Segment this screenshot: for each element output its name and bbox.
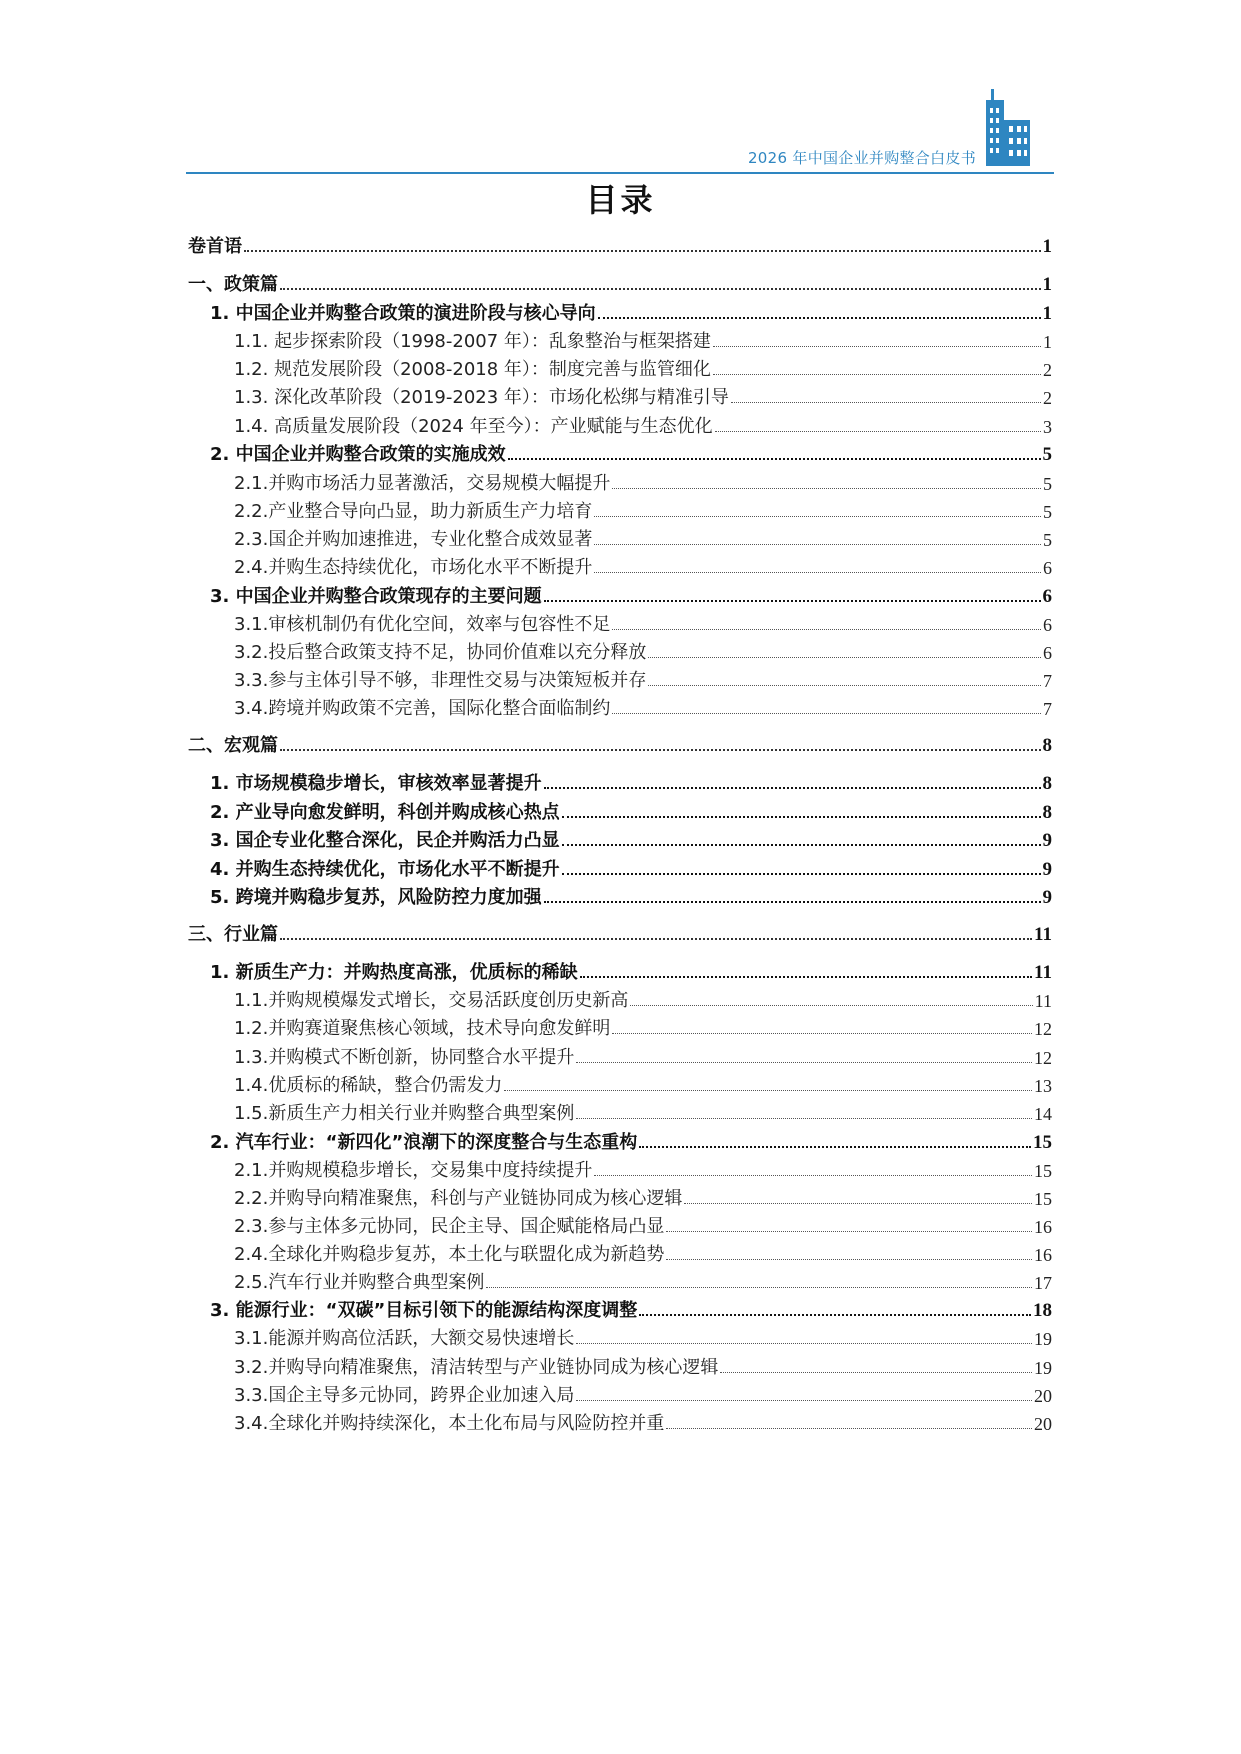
toc-dot-leader <box>544 600 1041 602</box>
toc-entry[interactable] <box>188 549 1052 579</box>
toc-entry-page-number: 2 <box>1043 388 1052 408</box>
toc-entry-page-number: 8 <box>1042 773 1052 794</box>
toc-entry[interactable] <box>188 1152 1052 1182</box>
toc-entry-label: 1. 新质生产力：并购热度高涨，优质标的稀缺 <box>210 962 578 983</box>
toc-entry-page-number: 9 <box>1042 859 1052 880</box>
toc-dot-leader <box>580 976 1032 978</box>
toc-entry[interactable] <box>188 1124 1052 1154</box>
toc-entry-label: 2. 产业导向愈发鲜明，科创并购成核心热点 <box>210 802 560 823</box>
toc-entry-page-number: 7 <box>1043 699 1052 719</box>
toc-entry[interactable] <box>188 634 1052 664</box>
toc-entry[interactable] <box>188 521 1052 551</box>
toc-entry-label: 2.1.并购市场活力显著激活，交易规模大幅提升 <box>234 473 611 494</box>
toc-entry-page-number: 15 <box>1034 1161 1052 1181</box>
toc-entry-page-number: 15 <box>1034 1189 1052 1209</box>
toc-entry-page-number: 18 <box>1033 1300 1052 1321</box>
toc-entry-label: 3.1.审核机制仍有优化空间，效率与包容性不足 <box>234 614 611 635</box>
toc-entry-page-number: 5 <box>1043 502 1052 522</box>
toc-entry[interactable] <box>188 954 1052 984</box>
toc-dot-leader <box>244 250 1041 252</box>
toc-entry[interactable] <box>188 408 1052 438</box>
toc-entry-page-number: 11 <box>1034 962 1052 983</box>
toc-entry[interactable] <box>188 727 1052 757</box>
toc-entry-label: 卷首语 <box>188 236 242 257</box>
toc-dot-leader <box>576 1062 1032 1063</box>
toc-entry[interactable] <box>188 879 1052 909</box>
toc-entry[interactable] <box>188 465 1052 495</box>
toc-entry[interactable] <box>188 1405 1052 1435</box>
toc-dot-leader <box>576 1343 1032 1344</box>
toc-entry-label: 2.5.汽车行业并购整合典型案例 <box>234 1272 485 1293</box>
toc-entry[interactable] <box>188 266 1052 296</box>
toc-entry-label: 2.4.并购生态持续优化，市场化水平不断提升 <box>234 557 593 578</box>
toc-entry[interactable] <box>188 916 1052 946</box>
toc-entry-page-number: 16 <box>1034 1217 1052 1237</box>
toc-entry[interactable] <box>188 1236 1052 1266</box>
toc-entry[interactable] <box>188 323 1052 353</box>
toc-entry[interactable] <box>188 1292 1052 1322</box>
toc-entry-page-number: 12 <box>1034 1048 1052 1068</box>
toc-entry-label: 三、行业篇 <box>188 924 278 945</box>
toc-entry-page-number: 19 <box>1034 1329 1052 1349</box>
toc-entry-page-number: 7 <box>1043 671 1052 691</box>
toc-entry[interactable] <box>188 1349 1052 1379</box>
toc-entry-page-number: 19 <box>1034 1358 1052 1378</box>
toc-dot-leader <box>666 1231 1032 1232</box>
toc-entry-label: 3.4.跨境并购政策不完善，国际化整合面临制约 <box>234 698 611 719</box>
toc-dot-leader <box>731 402 1041 403</box>
toc-entry-label: 2.3.参与主体多元协同，民企主导、国企赋能格局凸显 <box>234 1216 665 1237</box>
toc-entry[interactable] <box>188 228 1052 258</box>
toc-dot-leader <box>630 1005 1032 1006</box>
toc-entry-label: 一、政策篇 <box>188 274 278 295</box>
toc-dot-leader <box>562 816 1041 818</box>
toc-dot-leader <box>576 1118 1032 1119</box>
toc-dot-leader <box>544 901 1041 903</box>
toc-dot-leader <box>612 488 1041 489</box>
toc-entry-label: 2.4.全球化并购稳步复苏，本土化与联盟化成为新趋势 <box>234 1244 665 1265</box>
toc-entry[interactable] <box>188 606 1052 636</box>
toc-entry-label: 2.3.国企并购加速推进，专业化整合成效显著 <box>234 529 593 550</box>
header-title: 2026 年中国企业并购整合白皮书 <box>747 149 976 167</box>
page-header <box>186 88 1054 174</box>
toc-entry-label: 2. 中国企业并购整合政策的实施成效 <box>210 444 506 465</box>
toc-dot-leader <box>666 1259 1032 1260</box>
toc-dot-leader <box>576 1400 1032 1401</box>
toc-dot-leader <box>280 749 1041 751</box>
toc-entry-label: 1. 中国企业并购整合政策的演进阶段与核心导向 <box>210 303 596 324</box>
toc-entry-page-number: 5 <box>1043 530 1052 550</box>
toc-entry-page-number: 1 <box>1042 236 1052 257</box>
toc-entry[interactable] <box>188 493 1052 523</box>
toc-entry-label: 1.1.并购规模爆发式增长，交易活跃度创历史新高 <box>234 990 629 1011</box>
toc-entry-label: 2. 汽车行业：“新四化”浪潮下的深度整合与生态重构 <box>210 1132 638 1153</box>
toc-entry-label: 1.4. 高质量发展阶段（2024 年至今）：产业赋能与生态优化 <box>234 416 713 437</box>
toc-entry-label: 1.3. 深化改革阶段（2019-2023 年）：市场化松绑与精准引导 <box>234 387 729 408</box>
toc-entry[interactable] <box>188 982 1052 1012</box>
toc-entry-page-number: 20 <box>1034 1386 1052 1406</box>
toc-entry-page-number: 8 <box>1042 802 1052 823</box>
toc-entry[interactable] <box>188 1039 1052 1069</box>
toc-dot-leader <box>713 374 1041 375</box>
toc-entry[interactable] <box>188 1067 1052 1097</box>
toc-entry-label: 1.2. 规范发展阶段（2008-2018 年）：制度完善与监管细化 <box>234 359 711 380</box>
toc-entry[interactable] <box>188 1208 1052 1238</box>
toc-entry-page-number: 9 <box>1042 887 1052 908</box>
toc-entry-label: 1. 市场规模稳步增长，审核效率显著提升 <box>210 773 542 794</box>
toc-entry[interactable] <box>188 662 1052 692</box>
toc-dot-leader <box>562 844 1041 846</box>
toc-entry-page-number: 6 <box>1043 558 1052 578</box>
toc-entry-label: 1.3.并购模式不断创新，协同整合水平提升 <box>234 1047 575 1068</box>
toc-dot-leader <box>504 1090 1032 1091</box>
toc-entry-label: 3.3.参与主体引导不够，非理性交易与决策短板并存 <box>234 670 647 691</box>
toc-entry-page-number: 17 <box>1034 1273 1052 1293</box>
toc-dot-leader <box>648 685 1041 686</box>
toc-entry[interactable] <box>188 295 1052 325</box>
toc-dot-leader <box>598 317 1041 319</box>
header-divider <box>186 172 1054 174</box>
toc-dot-leader <box>720 1372 1032 1373</box>
toc-entry[interactable] <box>188 851 1052 881</box>
toc-entry[interactable] <box>188 765 1052 795</box>
toc-entry-page-number: 6 <box>1043 615 1052 635</box>
page-title: 目录 <box>585 181 656 219</box>
toc-dot-leader <box>594 572 1041 573</box>
toc-entry[interactable] <box>188 822 1052 852</box>
toc-dot-leader <box>280 938 1032 940</box>
toc-entry-label: 2.1.并购规模稳步增长，交易集中度持续提升 <box>234 1160 593 1181</box>
toc-entry-page-number: 5 <box>1043 474 1052 494</box>
toc-entry-page-number: 11 <box>1034 991 1052 1011</box>
toc-entry-page-number: 3 <box>1043 417 1052 437</box>
toc-entry-label: 1.5.新质生产力相关行业并购整合典型案例 <box>234 1103 575 1124</box>
toc-entry[interactable] <box>188 351 1052 381</box>
toc-entry-page-number: 13 <box>1034 1076 1052 1096</box>
toc-entry-page-number: 6 <box>1043 643 1052 663</box>
toc-dot-leader <box>612 629 1041 630</box>
toc-entry-label: 2.2.并购导向精准聚焦，科创与产业链协同成为核心逻辑 <box>234 1188 683 1209</box>
toc-entry[interactable] <box>188 1180 1052 1210</box>
toc-entry-label: 3.2.并购导向精准聚焦，清洁转型与产业链协同成为核心逻辑 <box>234 1357 719 1378</box>
toc-dot-leader <box>684 1203 1032 1204</box>
toc-entry-label: 3. 中国企业并购整合政策现存的主要问题 <box>210 586 542 607</box>
toc-entry-label: 3.3.国企主导多元协同，跨界企业加速入局 <box>234 1385 575 1406</box>
toc-entry-page-number: 15 <box>1033 1132 1052 1153</box>
toc-dot-leader <box>594 1175 1032 1176</box>
toc-entry-page-number: 20 <box>1034 1414 1052 1434</box>
toc-dot-leader <box>713 346 1041 347</box>
toc-entry-page-number: 16 <box>1034 1245 1052 1265</box>
toc-dot-leader <box>508 458 1041 460</box>
toc-dot-leader <box>715 431 1041 432</box>
toc-dot-leader <box>594 516 1041 517</box>
toc-entry-label: 3. 国企专业化整合深化，民企并购活力凸显 <box>210 830 560 851</box>
toc-entry[interactable] <box>188 1010 1052 1040</box>
toc-entry[interactable] <box>188 1264 1052 1294</box>
toc-entry-label: 1.1. 起步探索阶段（1998-2007 年）：乱象整治与框架搭建 <box>234 331 711 352</box>
toc-entry[interactable] <box>188 1377 1052 1407</box>
toc-entry[interactable] <box>188 436 1052 466</box>
toc-dot-leader <box>486 1287 1032 1288</box>
toc-entry-page-number: 2 <box>1043 360 1052 380</box>
toc-entry-label: 4. 并购生态持续优化，市场化水平不断提升 <box>210 859 560 880</box>
toc-entry-label: 2.2.产业整合导向凸显，助力新质生产力培育 <box>234 501 593 522</box>
toc-entry-label: 3.2.投后整合政策支持不足，协同价值难以充分释放 <box>234 642 647 663</box>
toc-dot-leader <box>594 544 1041 545</box>
toc-entry[interactable] <box>188 690 1052 720</box>
toc-entry[interactable] <box>188 379 1052 409</box>
toc-dot-leader <box>639 1314 1031 1316</box>
toc-entry[interactable] <box>188 1320 1052 1350</box>
toc-dot-leader <box>612 1033 1032 1034</box>
toc-entry-page-number: 12 <box>1034 1019 1052 1039</box>
toc-entry-page-number: 5 <box>1042 444 1052 465</box>
toc-entry-page-number: 14 <box>1034 1104 1052 1124</box>
toc-entry-page-number: 8 <box>1042 735 1052 756</box>
toc-entry-label: 3. 能源行业：“双碳”目标引领下的能源结构深度调整 <box>210 1300 638 1321</box>
toc-entry-label: 1.4.优质标的稀缺，整合仍需发力 <box>234 1075 503 1096</box>
toc-dot-leader <box>544 787 1041 789</box>
toc-entry-page-number: 1 <box>1042 274 1052 295</box>
toc-entry-page-number: 11 <box>1034 924 1052 945</box>
toc-entry-page-number: 9 <box>1042 830 1052 851</box>
toc-entry-page-number: 6 <box>1042 586 1052 607</box>
toc-dot-leader <box>280 288 1041 290</box>
toc-entry-page-number: 1 <box>1043 332 1052 352</box>
toc-dot-leader <box>562 873 1041 875</box>
toc-dot-leader <box>639 1146 1031 1148</box>
toc-entry[interactable] <box>188 794 1052 824</box>
toc-dot-leader <box>666 1428 1032 1429</box>
toc-dot-leader <box>612 713 1041 714</box>
toc-entry-label: 3.4.全球化并购持续深化，本土化布局与风险防控并重 <box>234 1413 665 1434</box>
toc-entry[interactable] <box>188 1095 1052 1125</box>
toc-entry-label: 3.1.能源并购高位活跃，大额交易快速增长 <box>234 1328 575 1349</box>
toc-entry-label: 二、宏观篇 <box>188 735 278 756</box>
toc-dot-leader <box>648 657 1041 658</box>
toc-entry-label: 5. 跨境并购稳步复苏，风险防控力度加强 <box>210 887 542 908</box>
toc-entry-page-number: 1 <box>1042 303 1052 324</box>
toc-entry[interactable] <box>188 578 1052 608</box>
building-icon <box>982 88 1044 168</box>
toc-entry-label: 1.2.并购赛道聚焦核心领域，技术导向愈发鲜明 <box>234 1018 611 1039</box>
